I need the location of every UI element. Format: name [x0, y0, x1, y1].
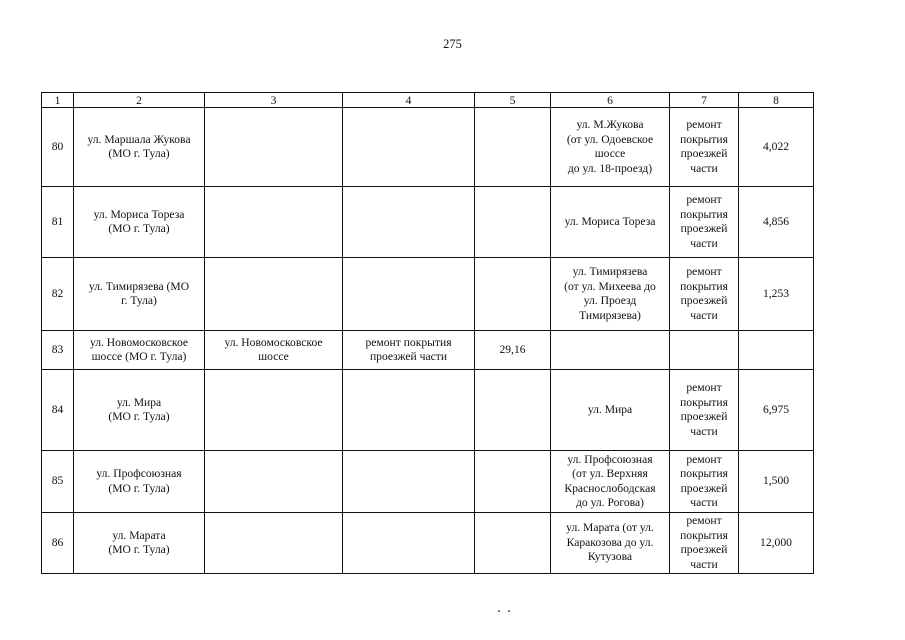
work-type-cell: ремонт покрытия проезжей части: [670, 513, 739, 574]
value-cell: 1,253: [739, 258, 814, 331]
row-number-cell: 85: [42, 451, 74, 513]
column-5-cell: [475, 108, 551, 187]
work-type-cell: ремонт покрытия проезжей части: [670, 187, 739, 258]
column-4-cell: [343, 513, 475, 574]
value-cell: 4,856: [739, 187, 814, 258]
row-number-cell: 86: [42, 513, 74, 574]
column-number-cell: 1: [42, 93, 74, 108]
value-cell: 12,000: [739, 513, 814, 574]
road-section-cell: ул. М.Жукова (от ул. Одоевское шоссе до ул. 18-проезд): [551, 108, 670, 187]
table-row: [42, 258, 814, 331]
column-5-cell: [475, 258, 551, 331]
street-cell: ул. Мира (МО г. Тула): [74, 370, 205, 451]
column-number-cell: 4: [343, 93, 475, 108]
street-cell: ул. Марата (МО г. Тула): [74, 513, 205, 574]
column-3-cell: [205, 451, 343, 513]
column-4-cell: [343, 370, 475, 451]
work-type-cell: ремонт покрытия проезжей части: [670, 370, 739, 451]
road-section-cell: ул. Мориса Тореза: [551, 187, 670, 258]
roads-table: [41, 92, 814, 574]
street-cell: ул. Мориса Тореза (МО г. Тула): [74, 187, 205, 258]
street-cell: ул. Новомосковское шоссе (МО г. Тула): [74, 331, 205, 370]
table-row: [42, 331, 814, 370]
column-5-cell: [475, 451, 551, 513]
column-5-cell: [475, 370, 551, 451]
column-4-cell: [343, 187, 475, 258]
table-row: [42, 370, 814, 451]
column-3-cell: [205, 370, 343, 451]
column-number-cell: 7: [670, 93, 739, 108]
road-section-cell: ул. Профсоюзная (от ул. Верхняя Краснослободская до ул. Рогова): [551, 451, 670, 513]
column-5-cell: [475, 513, 551, 574]
column-3-cell: [205, 258, 343, 331]
column-4-cell: [343, 258, 475, 331]
value-cell: 6,975: [739, 370, 814, 451]
street-cell: ул. Профсоюзная (МО г. Тула): [74, 451, 205, 513]
road-section-cell: ул. Мира: [551, 370, 670, 451]
table-row: [42, 513, 814, 574]
row-number-cell: 83: [42, 331, 74, 370]
value-cell: 1,500: [739, 451, 814, 513]
work-type-cell: ремонт покрытия проезжей части: [670, 258, 739, 331]
table-row: [42, 451, 814, 513]
street-cell: ул. Тимирязева (МО г. Тула): [74, 258, 205, 331]
column-5-cell: [475, 187, 551, 258]
row-number-cell: 84: [42, 370, 74, 451]
value-cell: 4,022: [739, 108, 814, 187]
column-3-cell: [205, 513, 343, 574]
value-cell: [739, 331, 814, 370]
column-3-cell: [205, 187, 343, 258]
road-section-cell: [551, 331, 670, 370]
column-number-cell: 2: [74, 93, 205, 108]
table-row: [42, 187, 814, 258]
column-4-cell: ремонт покрытия проезжей части: [343, 331, 475, 370]
table-row: [42, 108, 814, 187]
work-type-cell: ремонт покрытия проезжей части: [670, 451, 739, 513]
street-cell: ул. Маршала Жукова (МО г. Тула): [74, 108, 205, 187]
row-number-cell: 82: [42, 258, 74, 331]
column-3-cell: [205, 108, 343, 187]
scan-speck: [496, 607, 512, 613]
column-number-cell: 5: [475, 93, 551, 108]
road-section-cell: ул. Тимирязева (от ул. Михеева до ул. Проезд Тимирязева): [551, 258, 670, 331]
row-number-cell: 80: [42, 108, 74, 187]
column-4-cell: [343, 451, 475, 513]
column-3-cell: ул. Новомосковское шоссе: [205, 331, 343, 370]
column-number-cell: 3: [205, 93, 343, 108]
page-number: 275: [443, 37, 462, 51]
column-number-cell: 6: [551, 93, 670, 108]
work-type-cell: ремонт покрытия проезжей части: [670, 108, 739, 187]
column-number-row: [42, 93, 814, 108]
column-4-cell: [343, 108, 475, 187]
column-5-cell: 29,16: [475, 331, 551, 370]
row-number-cell: 81: [42, 187, 74, 258]
road-section-cell: ул. Марата (от ул. Каракозова до ул. Кутузова: [551, 513, 670, 574]
work-type-cell: [670, 331, 739, 370]
column-number-cell: 8: [739, 93, 814, 108]
